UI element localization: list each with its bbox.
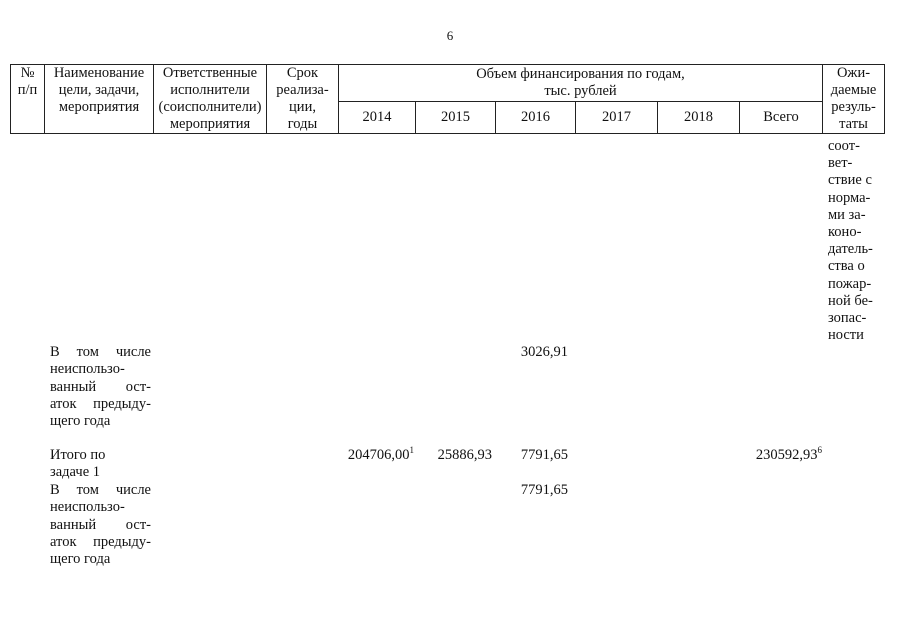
header-year-2016: 2016: [496, 101, 576, 133]
table-header: [10, 64, 885, 134]
page-number: 6: [446, 28, 454, 43]
row2-total-value: 230592,93$^6$: [755, 445, 822, 463]
row2-2015-value: 25886,93: [437, 447, 492, 463]
header-year-2017: 2017: [576, 101, 658, 133]
header-results: Ожи- даемые резуль- таты: [823, 65, 885, 134]
row2-2014-value: 204706,00$^1$: [347, 445, 414, 463]
row-label-total-task1: Итого по задаче 1: [50, 447, 106, 481]
header-term: Срок реализа- ции, годы: [267, 65, 339, 134]
row-label-unused-remainder: В том числе неиспользо- ванный ост- аток предыду- щего года: [50, 344, 151, 430]
header-year-2014: 2014: [339, 101, 416, 133]
header-year-2018: 2018: [658, 101, 740, 133]
footnote-mark: 1: [409, 445, 414, 455]
header-funding: Объем финансирования по годам, тыс. рублей: [339, 65, 823, 102]
row-label-unused-remainder-2: В том числе неиспользо- ванный ост- аток предыду- щего года: [50, 482, 151, 568]
header-name: Наименование цели, задачи, мероприятия: [45, 65, 154, 134]
header-year-2015: 2015: [416, 101, 496, 133]
row3-2016-value: 7791,65: [520, 482, 568, 498]
header-year-total: Всего: [740, 101, 823, 133]
header-number: № п/п: [11, 65, 45, 134]
row2-2016-value: 7791,65: [520, 447, 568, 463]
row1-2016-value: 3026,91: [520, 344, 568, 360]
expected-results-text: соот- вет- ствие с норма- ми за- коно- датель- ства о пожар- ной бе- зопас- ности: [828, 138, 873, 344]
header-responsible: Ответственные исполнители (соисполнители) мероприятия: [154, 65, 267, 134]
footnote-mark: 6: [817, 445, 822, 455]
